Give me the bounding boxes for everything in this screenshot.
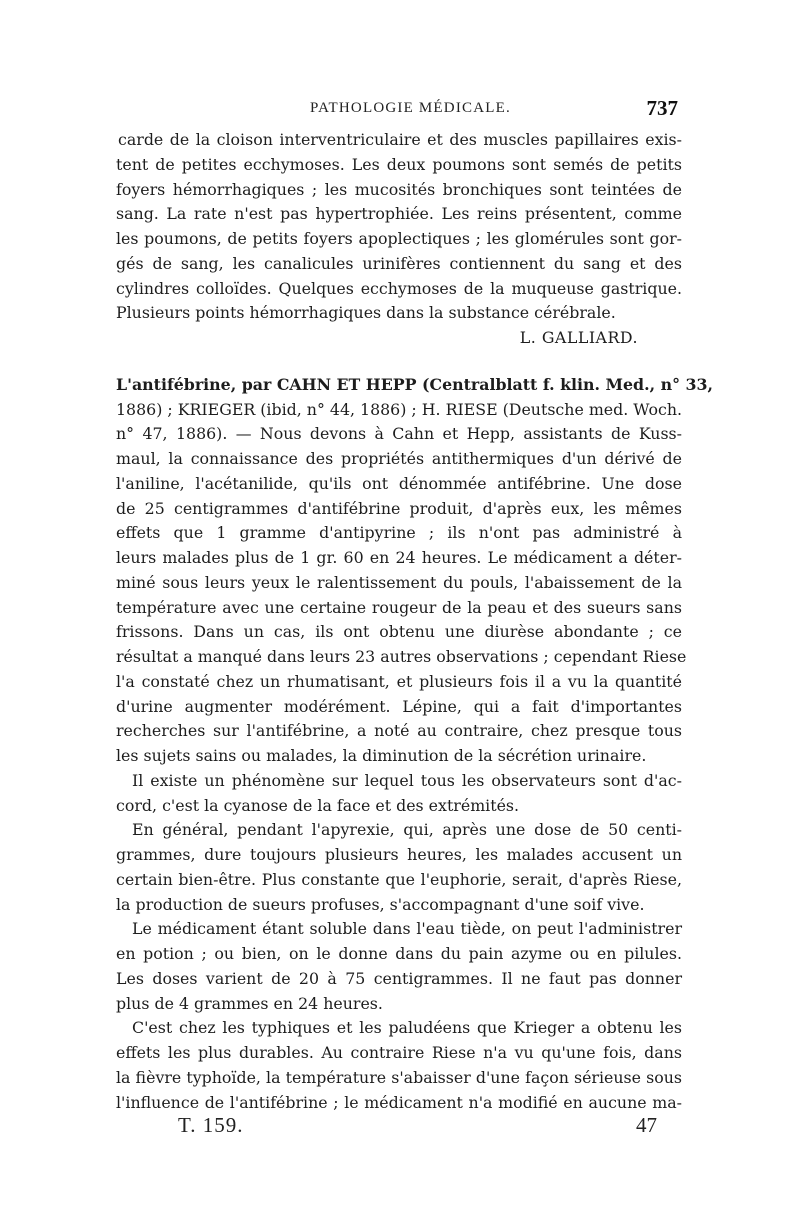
text-line: en potion ; ou bien, on le donne dans du pain azyme ou en pilules. (116, 944, 682, 963)
page-footer (0, 1113, 800, 1143)
body-text (116, 128, 713, 1115)
text-line: Les doses varient de 20 à 75 centigrammes. Il ne faut pas donner (116, 968, 682, 988)
text-line: En général, pendant l'apyrexie, qui, après une dose de 50 centi- (132, 820, 682, 840)
text-line: de 25 centigrammes d'antifébrine produit, d'après eux, les mêmes (116, 498, 682, 518)
text-line: 1886) ; KRIEGER (ibid, n° 44, 1886) ; H. RIESE (Deutsche med. Woch. (116, 399, 683, 419)
running-head-title: PATHOLOGIE MÉDICALE. (310, 100, 511, 116)
author-signature: L. GALLIARD. (519, 328, 638, 347)
page-number: 737 (646, 96, 678, 120)
text-line: effets les plus durables. Au contraire Riese n'a vu qu'une fois, dans (116, 1043, 682, 1062)
text-line: gés de sang, les canalicules urinifères contiennent du sang et des (116, 253, 682, 273)
text-line: Le médicament étant soluble dans l'eau tiède, on peut l'administrer (132, 919, 682, 939)
text-line: cylindres colloïdes. Quelques ecchymoses de la muqueuse gastrique. (116, 278, 682, 298)
text-line: certain bien-être. Plus constante que l'euphorie, serait, d'après Riese, (116, 869, 682, 889)
text-line: les sujets sains ou malades, la diminution de la sécrétion urinaire. (116, 746, 647, 765)
text-line: frissons. Dans un cas, ils ont obtenu une diurèse abondante ; ce (116, 622, 682, 642)
text-line: grammes, dure toujours plusieurs heures, les malades accusent un (116, 845, 682, 864)
text-line: les poumons, de petits foyers apoplectiques ; les glomérules sont gor- (116, 229, 682, 248)
text-line: effets que 1 gramme d'antipyrine ; ils n'ont pas administré à (116, 523, 682, 543)
text-line: maul, la connaissance des propriétés antithermiques d'un dérivé de (116, 449, 682, 468)
running-head (0, 96, 800, 122)
text-line: sang. La rate n'est pas hypertrophiée. Les reins présentent, comme (116, 204, 682, 224)
text-line: d'urine augmenter modérément. Lépine, qui a fait d'importantes (116, 696, 682, 716)
text-line: la production de sueurs profuses, s'accompagnant d'une soif vive. (116, 894, 645, 914)
text-line: n° 47, 1886). — Nous devons à Cahn et Hepp, assistants de Kuss- (116, 424, 682, 444)
text-line: cord, c'est la cyanose de la face et des extrémités. (116, 795, 520, 815)
text-line: tent de petites ecchymoses. Les deux poumons sont semés de petits (116, 154, 682, 174)
text-line: l'aniline, l'acétanilide, qu'ils ont dénommée antifébrine. Une dose (116, 473, 682, 493)
volume-number: T. 159. (178, 1113, 244, 1137)
text-line: foyers hémorrhagiques ; les mucosités bronchiques sont teintées de (116, 179, 682, 199)
text-line: leurs malades plus de 1 gr. 60 en 24 heures. Le médicament a déter- (116, 548, 682, 567)
text-line: Il existe un phénomène sur lequel tous les observateurs sont d'ac- (132, 770, 682, 790)
text-line: carde de la cloison interventriculaire et des muscles papillaires exis- (118, 130, 682, 149)
text-line: Plusieurs points hémorrhagiques dans la substance cérébrale. (116, 303, 616, 323)
text-line: l'influence de l'antifébrine ; le médicament n'a modifié en aucune ma- (116, 1092, 682, 1112)
text-line: miné sous leurs yeux le ralentissement du pouls, l'abaissement de la (116, 572, 682, 592)
text-line: l'a constaté chez un rhumatisant, et plusieurs fois il a vu la quantité (116, 671, 682, 691)
text-line: recherches sur l'antifébrine, a noté au contraire, chez presque tous (116, 721, 682, 741)
text-line: plus de 4 grammes en 24 heures. (116, 993, 383, 1013)
text-line: résultat a manqué dans leurs 23 autres observations ; cependant Riese (116, 647, 687, 666)
signature-mark: 47 (636, 1113, 657, 1137)
text-line: C'est chez les typhiques et les paludéens que Krieger a obtenu les (132, 1018, 682, 1038)
text-line: la fièvre typhoïde, la température s'abaisser d'une façon sérieuse sous (116, 1067, 682, 1087)
text-line: température avec une certaine rougeur de la peau et des sueurs sans (116, 597, 682, 617)
article-heading-line: L'antifébrine, par CAHN ET HEPP (Centralblatt f. klin. Med., n° 33, (116, 374, 713, 394)
